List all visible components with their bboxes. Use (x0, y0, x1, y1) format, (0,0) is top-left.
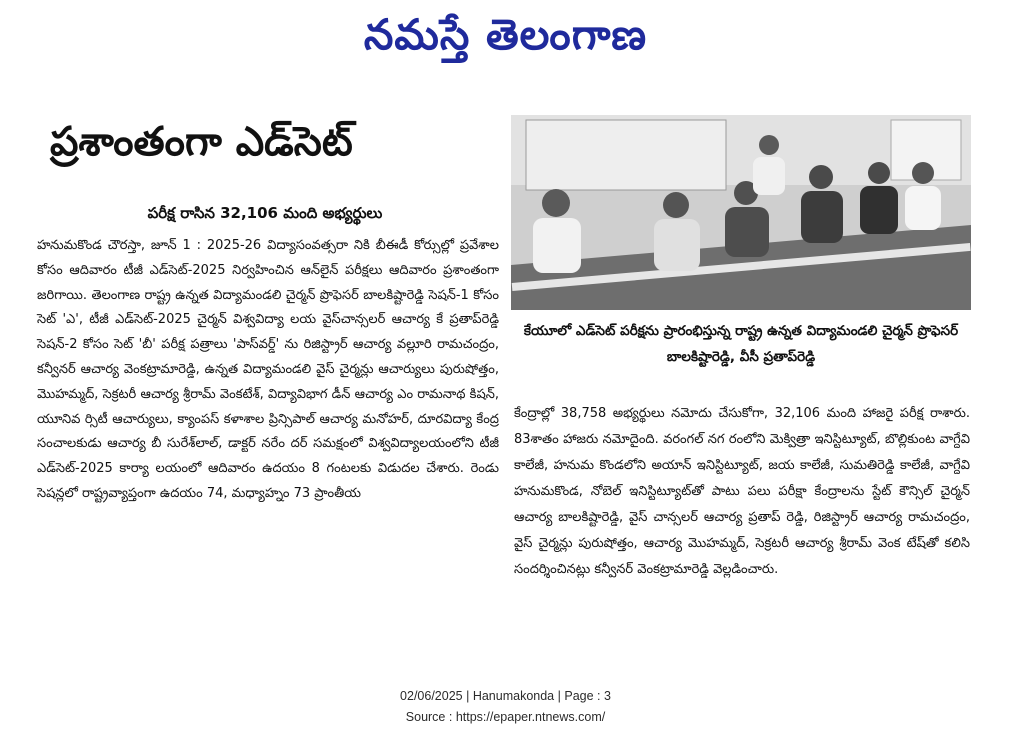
article-photo (511, 115, 971, 310)
footer-page: Page : 3 (564, 689, 611, 703)
article-headline: ప్రశాంతంగా ఎడ్‌సెట్ (50, 119, 353, 165)
footer-separator: | (466, 689, 473, 703)
article-subheadline: పరీక్ష రాసిన 32,106 మంది అభ్యర్థులు (147, 204, 383, 222)
page-footer (0, 686, 1011, 728)
footer-source-label: Source : (405, 710, 453, 724)
article-body-right: కేంద్రాల్లో 38,758 అభ్యర్థులు నమోదు చేసుకోగా, 32,106 మంది హాజరై పరీక్ష రాశారు. 83శాతం హాజరు నమోదైంది. వరంగల్ నగ రంలోని మెక్విత్రా ఇనిస్టిట్యూట్, బొల్లికుంట వాగ్దేవి కాలేజీ, హనుమ కొండలోని అయాన్ ఇనిస్టిట్యూట్, జయ కాలేజీ, సుమతిరెడ్డి కాలేజీ, వాగ్దేవి హనుమకొండ, నోబెల్ ఇనిస్టిట్యూట్‌తో పాటు పలు పరీక్షా కేంద్రాలను స్టేట్ కౌన్సిల్ చైర్మన్ ఆచార్య బాలకిష్టారెడ్డి, వైస్ చాన్సలర్ ఆచార్య ప్రతాప్ రెడ్డి, రిజిస్ట్రార్ ఆచార్య రామచంద్రం, వైస్ చైర్మన్లు పురుషోత్తం, ఆచార్య మొహమ్మద్, సెక్రటరీ ఆచార్య శ్రీరామ్ వెంక టేష్‌తో కలిసి సందర్శించినట్లు కన్వీనర్ వెంకట్రామారెడ్డి వెల్లడించారు. (514, 406, 970, 577)
footer-source-line (0, 707, 1011, 728)
article-body-left: హనుమకొండ చౌరస్తా, జూన్ 1 : 2025-26 విద్యాసంవత్సరా నికి బీఈడీ కోర్సుల్లో ప్రవేశాల కోసం ఆదివారం టీజీ ఎడ్‌సెట్-2025 నిర్వహించిన ఆన్‌లైన్ పరీక్షలు ఆదివారం ప్రశాంతంగా జరిగాయి. తెలంగాణ రాష్ట్ర ఉన్నత విద్యామండలి చైర్మన్ ప్రొఫెసర్ బాలకిష్టారెడ్డి సెషన్-1 కోసం సెట్ 'ఎ', టీజీ ఎడ్‌సెట్-2025 చైర్మన్ విశ్వవిద్యా లయ వైస్‌చాన్సలర్ ఆచార్య కే ప్రతాప్‌రెడ్డి సెషన్-2 కోసం సెట్ 'బీ' పరీక్ష పత్రాలు 'పాస్‌వర్డ్' ను రిజిస్ట్రార్ ఆచార్య వల్లూరి రామచంద్రం, కన్వీనర్ ఆచార్య వెంకట్రామారెడ్డి, ఉన్నత విద్యామండలి వైస్ చైర్మన్లు ఆచార్యులు పురుషోత్తం, మొహమ్మద్, సెక్రటరీ ఆచార్య శ్రీరామ్ వెంకటేశ్, విద్యావిభాగ డీన్ ఆచార్య ఎం రామనాథ కిషన్, యూనివ ర్సిటీ ఆచార్యులు, క్యాంపస్ కళాశాల ప్రిన్సిపాల్ ఆచార్య మనోహర్, దూరవిద్యా కేంద్ర సంచాలకుడు ఆచార్య బీ సురేశ్‌లాల్, డాక్టర్ నరేం దర్ సమక్షంలో విశ్వవిద్యాలయంలోని టీజీ ఎడ్‌సెట్-2025 కార్యా లయంలో ఆదివారం ఉదయం 8 గంటలకు విడుదల చేశారు. రెండు సెషన్లలో రాష్ట్రవ్యాప్తంగా ఉదయం 74, మధ్యాహ్నం 73 ప్రాంతీయ (37, 238, 499, 501)
footer-meta-line (0, 686, 1011, 707)
photo-illustration (511, 115, 971, 310)
masthead (0, 0, 1011, 80)
footer-city: Hanumakonda (472, 689, 555, 703)
footer-date: 02/06/2025 (400, 689, 463, 703)
footer-separator: | (557, 689, 565, 703)
footer-source-link[interactable]: https://epaper.ntnews.com/ (455, 710, 606, 724)
photo-caption: కేయూలో ఎడ్‌సెట్ పరీక్షను ప్రారంభిస్తున్న రాష్ట్ర ఉన్నత విద్యామండలి చైర్మన్ ప్రొఫెసర్ బాలకిష్టారెడ్డి, వీసీ ప్రతాప్‌రెడ్డి (523, 323, 959, 365)
newspaper-logo: నమస్తే తెలంగాణ (363, 10, 648, 59)
